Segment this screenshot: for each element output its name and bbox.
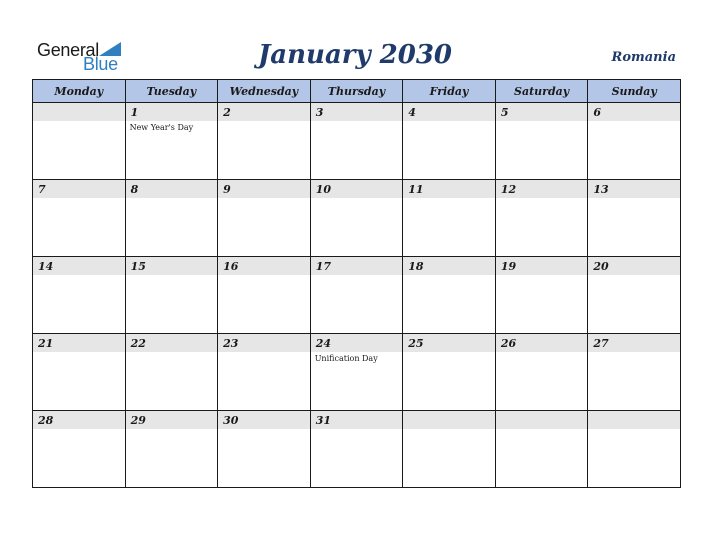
day-band <box>126 334 218 352</box>
day-band <box>588 411 680 429</box>
day-number: 20 <box>593 260 609 273</box>
day-band <box>588 257 680 275</box>
day-band <box>311 257 403 275</box>
day-band <box>218 334 310 352</box>
day-cell <box>125 334 218 411</box>
day-cell <box>33 103 126 180</box>
day-band <box>403 103 495 121</box>
day-number: 11 <box>408 183 424 196</box>
day-band <box>218 257 310 275</box>
day-number: 26 <box>500 337 517 350</box>
week-row <box>33 103 681 180</box>
day-number: 9 <box>223 183 231 196</box>
day-cell <box>125 180 218 257</box>
day-band <box>403 257 495 275</box>
day-cell <box>495 257 588 334</box>
day-number: 6 <box>593 106 602 119</box>
day-number: 2 <box>223 106 231 119</box>
day-cell <box>33 334 126 411</box>
day-cell <box>495 334 588 411</box>
week-row <box>33 257 681 334</box>
day-band <box>496 257 588 275</box>
weekday-header-row <box>33 80 681 103</box>
weekday-header: Thursday <box>310 80 403 103</box>
day-cell <box>218 334 311 411</box>
day-number: 30 <box>223 414 239 427</box>
weekday-header: Saturday <box>495 80 588 103</box>
day-band <box>218 411 310 429</box>
weekday-header: Friday <box>403 80 496 103</box>
day-band <box>403 411 495 429</box>
day-number: 22 <box>130 337 146 350</box>
day-cell <box>403 334 496 411</box>
day-cell <box>495 180 588 257</box>
day-cell <box>125 103 218 180</box>
country-label: Romania <box>611 50 676 65</box>
day-number: 10 <box>315 183 331 196</box>
logo-general-text: General <box>37 40 99 60</box>
day-band <box>588 103 680 121</box>
day-band <box>126 180 218 198</box>
day-cell <box>588 411 681 488</box>
day-cell <box>403 257 496 334</box>
day-cell <box>218 257 311 334</box>
day-number: 18 <box>408 260 424 273</box>
day-number: 25 <box>408 337 424 350</box>
day-band <box>33 411 125 429</box>
day-cell <box>403 411 496 488</box>
day-number: 1 <box>130 106 139 119</box>
holiday-label: New Year's Day <box>129 123 194 132</box>
weekday-header: Tuesday <box>125 80 218 103</box>
weekday-header: Monday <box>33 80 126 103</box>
day-band <box>311 334 403 352</box>
day-band <box>496 411 588 429</box>
logo-blue-text: Blue <box>83 54 118 74</box>
day-number: 23 <box>223 337 239 350</box>
day-cell <box>310 257 403 334</box>
day-cell <box>125 411 218 488</box>
day-number: 16 <box>223 260 239 273</box>
day-cell <box>310 334 403 411</box>
day-band <box>311 411 403 429</box>
day-band <box>33 257 125 275</box>
day-number: 4 <box>408 106 416 119</box>
day-number: 29 <box>130 414 146 427</box>
day-number: 24 <box>315 337 331 350</box>
day-cell <box>310 103 403 180</box>
weekday-header: Sunday <box>588 80 681 103</box>
day-cell <box>588 103 681 180</box>
day-number: 27 <box>593 337 609 350</box>
day-number: 31 <box>315 414 331 427</box>
day-number: 14 <box>38 260 54 273</box>
day-band <box>403 334 495 352</box>
day-cell <box>588 257 681 334</box>
day-band <box>496 180 588 198</box>
day-number: 3 <box>315 106 324 119</box>
day-band <box>496 103 588 121</box>
day-band <box>588 334 680 352</box>
day-cell <box>125 257 218 334</box>
day-number: 17 <box>315 260 331 273</box>
day-cell <box>33 411 126 488</box>
day-band <box>218 180 310 198</box>
day-band <box>496 334 588 352</box>
day-band <box>33 334 125 352</box>
day-cell <box>403 180 496 257</box>
day-number: 19 <box>500 260 517 273</box>
day-band <box>126 257 218 275</box>
day-cell <box>218 411 311 488</box>
calendar-grid <box>32 79 681 488</box>
day-cell <box>33 180 126 257</box>
day-band <box>126 103 218 121</box>
generalblue-logo <box>37 38 127 74</box>
day-number: 21 <box>38 337 54 350</box>
day-band <box>588 180 680 198</box>
day-cell <box>218 180 311 257</box>
day-band <box>126 411 218 429</box>
day-band <box>33 180 125 198</box>
day-cell <box>495 411 588 488</box>
week-row <box>33 411 681 488</box>
day-band <box>403 180 495 198</box>
day-cell <box>33 257 126 334</box>
day-cell <box>310 180 403 257</box>
week-row <box>33 180 681 257</box>
day-number: 5 <box>500 106 509 119</box>
day-cell <box>403 103 496 180</box>
day-number: 28 <box>38 414 54 427</box>
day-band <box>311 180 403 198</box>
day-band <box>218 103 310 121</box>
day-number: 13 <box>593 183 609 196</box>
day-number: 8 <box>130 183 139 196</box>
day-cell <box>588 180 681 257</box>
holiday-label: Unification Day <box>314 354 378 363</box>
day-cell <box>495 103 588 180</box>
page-title: January 2030 <box>257 40 453 70</box>
day-number: 12 <box>500 183 517 196</box>
day-cell <box>310 411 403 488</box>
day-number: 7 <box>38 183 46 196</box>
day-band <box>33 103 125 121</box>
day-band <box>311 103 403 121</box>
day-cell <box>218 103 311 180</box>
day-cell <box>588 334 681 411</box>
day-number: 15 <box>130 260 146 273</box>
week-row <box>33 334 681 411</box>
weekday-header: Wednesday <box>218 80 311 103</box>
